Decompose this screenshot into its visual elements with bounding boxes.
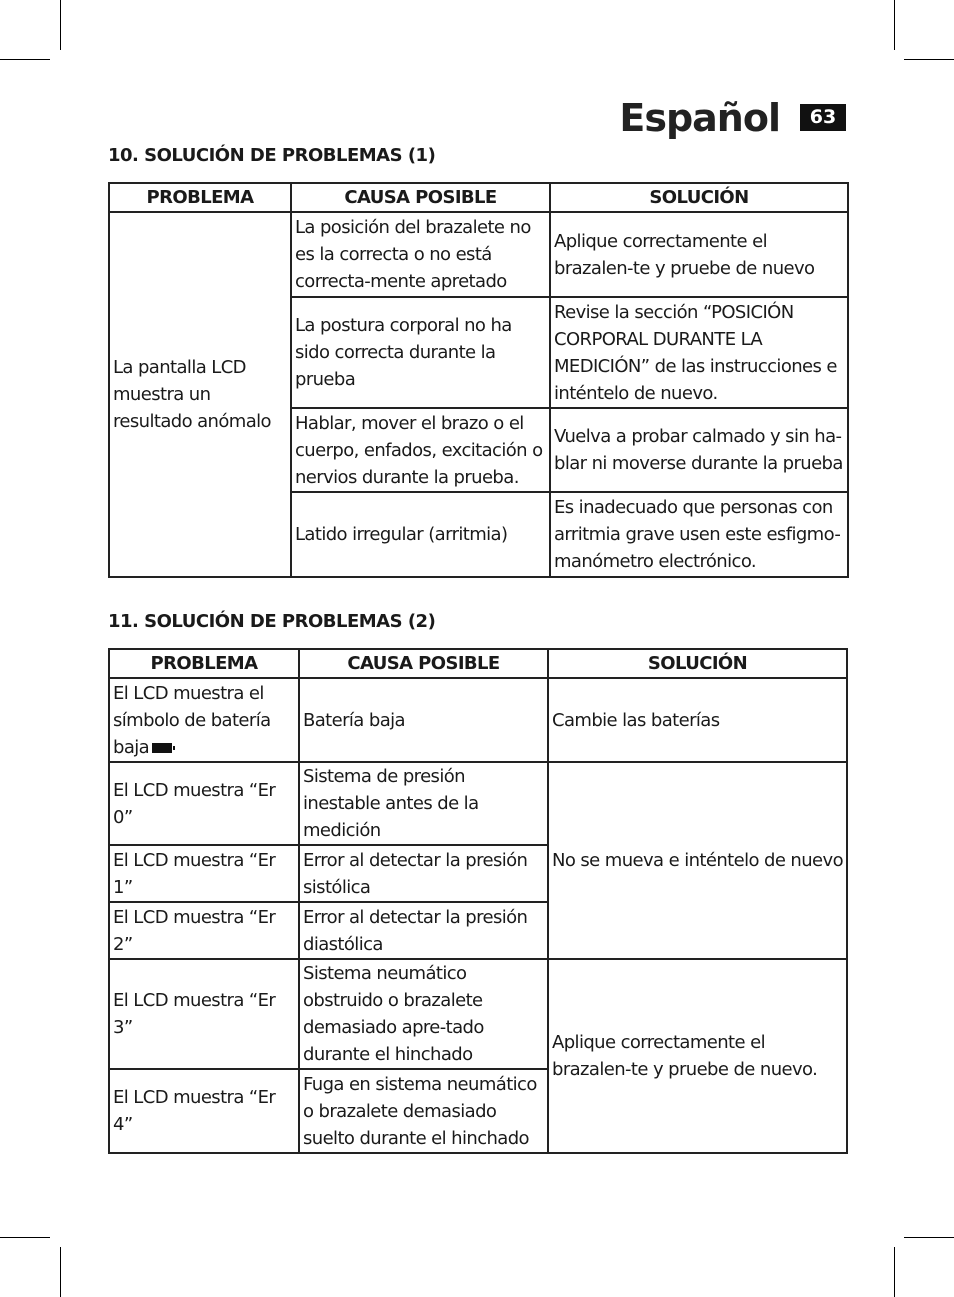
column-header-problem: PROBLEMA: [109, 649, 299, 678]
problem-cell: El LCD muestra “Er 4”: [109, 1069, 299, 1153]
table-row: [109, 212, 848, 297]
section-title-1: 10. SOLUCIÓN DE PROBLEMAS (1): [108, 145, 436, 166]
cause-cell: Error al detectar la presión diastólica: [299, 902, 548, 959]
column-header-problem: PROBLEMA: [109, 183, 291, 212]
crop-mark: [0, 59, 50, 60]
language-heading: Español: [619, 96, 780, 140]
column-header-cause: CAUSA POSIBLE: [291, 183, 550, 212]
problem-cell: El LCD muestra “Er 1”: [109, 845, 299, 902]
solution-cell: Aplique correctamente el brazalen-te y pruebe de nuevo.: [548, 959, 847, 1153]
crop-mark: [904, 1237, 954, 1238]
page-number: 63: [800, 104, 846, 131]
problem-cell: [109, 678, 299, 762]
column-header-cause: CAUSA POSIBLE: [299, 649, 548, 678]
cause-cell: Sistema de presión inestable antes de la medición: [299, 762, 548, 845]
problem-cell: El LCD muestra “Er 3”: [109, 959, 299, 1069]
cause-cell: Error al detectar la presión sistólica: [299, 845, 548, 902]
table-row: [109, 959, 847, 1069]
problem-cell: El LCD muestra “Er 0”: [109, 762, 299, 845]
troubleshooting-table-2: [108, 648, 848, 1154]
table-header-row: [109, 649, 847, 678]
problem-text: El LCD muestra el símbolo de batería baja: [113, 682, 271, 758]
crop-mark: [60, 1247, 61, 1297]
cause-cell: Latido irregular (arritmia): [291, 492, 550, 577]
solution-cell: Vuelva a probar calmado y sin ha-blar ni moverse durante la prueba: [550, 408, 848, 492]
crop-mark: [894, 1247, 895, 1297]
section-title-2: 11. SOLUCIÓN DE PROBLEMAS (2): [108, 611, 436, 632]
solution-cell: Cambie las baterías: [548, 678, 847, 762]
table-row: [109, 678, 847, 762]
troubleshooting-table-1: [108, 182, 849, 578]
cause-cell: La posición del brazalete no es la correcta o no está correcta-mente apretado: [291, 212, 550, 297]
solution-cell: Revise la sección “POSICIÓN CORPORAL DURANTE LA MEDICIÓN” de las instrucciones e inténtelo de nuevo.: [550, 297, 848, 408]
column-header-solution: SOLUCIÓN: [548, 649, 847, 678]
table-header-row: [109, 183, 848, 212]
cause-cell: Fuga en sistema neumático o brazalete demasiado suelto durante el hinchado: [299, 1069, 548, 1153]
table-row: [109, 762, 847, 845]
cause-cell: Batería baja: [299, 678, 548, 762]
crop-mark: [894, 0, 895, 50]
solution-cell: No se mueva e inténtelo de nuevo: [548, 762, 847, 959]
problem-cell: El LCD muestra “Er 2”: [109, 902, 299, 959]
solution-cell: Aplique correctamente el brazalen-te y pruebe de nuevo: [550, 212, 848, 297]
problem-cell: La pantalla LCD muestra un resultado anómalo: [109, 212, 291, 577]
cause-cell: Hablar, mover el brazo o el cuerpo, enfados, excitación o nervios durante la prueba.: [291, 408, 550, 492]
crop-mark: [904, 59, 954, 60]
column-header-solution: SOLUCIÓN: [550, 183, 848, 212]
low-battery-icon: [152, 743, 172, 753]
crop-mark: [60, 0, 61, 50]
cause-cell: La postura corporal no ha sido correcta durante la prueba: [291, 297, 550, 408]
solution-cell: Es inadecuado que personas con arritmia grave usen este esfigmo-manómetro electrónico.: [550, 492, 848, 577]
crop-mark: [0, 1237, 50, 1238]
cause-cell: Sistema neumático obstruido o brazalete demasiado apre-tado durante el hinchado: [299, 959, 548, 1069]
